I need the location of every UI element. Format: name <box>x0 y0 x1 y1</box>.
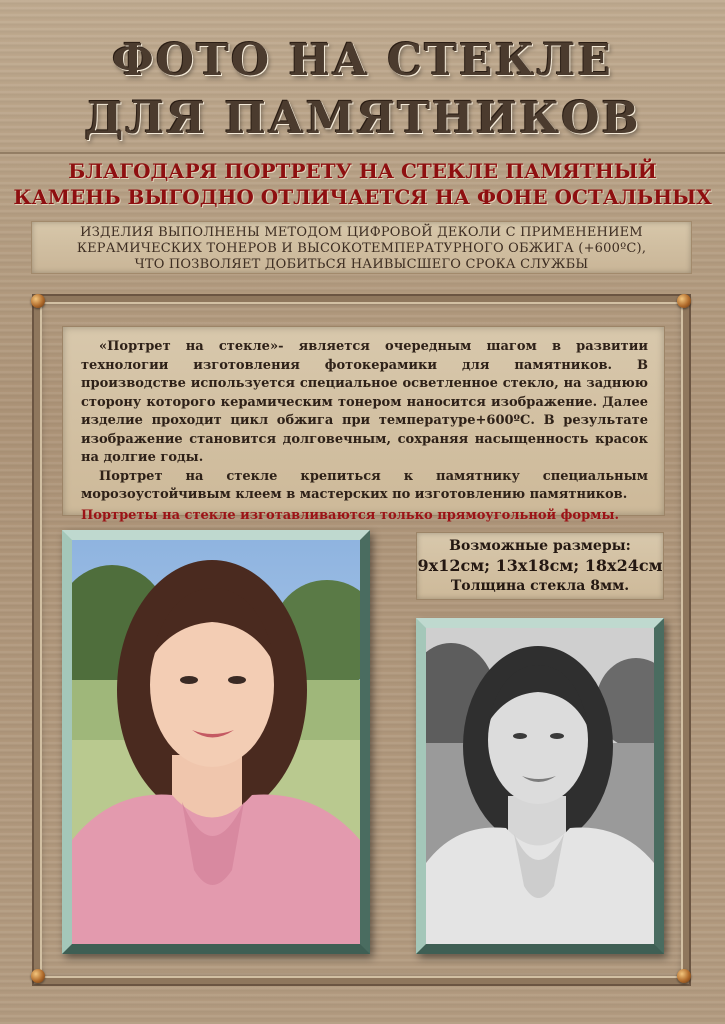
page-title-line-1: ФОТО НА СТЕКЛЕ <box>112 35 613 86</box>
info-line-2: КЕРАМИЧЕСКИХ ТОНЕРОВ И ВЫСОКОТЕМПЕРАТУРНОГО ОБЖИГА (+600ºС), <box>76 241 647 256</box>
rivet-icon <box>31 294 45 308</box>
portrait-bw-image <box>426 628 654 944</box>
info-line-3: ЧТО ПОЗВОЛЯЕТ ДОБИТЬСЯ НАИВЫСШЕГО СРОКА СЛУЖБЫ <box>134 257 589 272</box>
subtitle-line-2: КАМЕНЬ ВЫГОДНО ОТЛИЧАЕТСЯ НА ФОНЕ ОСТАЛЬНЫХ <box>13 185 712 209</box>
shape-note: Портреты на стекле изготавливаются только прямоугольной формы. <box>81 507 620 523</box>
glass-thickness: Толщина стекла 8мм. <box>450 578 630 594</box>
portrait-color-image <box>72 540 360 944</box>
page-title-line-2: ДЛЯ ПАМЯТНИКОВ <box>84 93 641 144</box>
description-paragraph-1: «Портрет на стекле»- является очередным шагом в развитии технологии изготовления фотокерамики для памятников. В производстве используется специальное осветленное стекло, на заднюю сторону которого керамическим тонером наносится изображение. Далее изделие проходит цикл обжига при температуре+600ºС. В результате изображение становится долговечным, сохраняя насыщенность красок на долгие годы. <box>81 339 648 465</box>
portrait-bw-photo <box>416 618 664 954</box>
divider-top <box>0 152 725 154</box>
sizes-values: 9х12см; 13х18см; 18х24см <box>417 556 663 575</box>
description-panel <box>62 326 665 523</box>
sizes-panel <box>416 532 664 600</box>
description-paragraph-2: Портрет на стекле крепиться к памятнику специальным морозоустойчивым клеем в мастерских по изготовлению памятников. <box>81 468 648 502</box>
info-banner <box>31 221 692 274</box>
portrait-color-photo <box>62 530 370 954</box>
rivet-icon <box>31 969 45 983</box>
sizes-label: Возможные размеры: <box>449 538 631 554</box>
info-line-1: ИЗДЕЛИЯ ВЫПОЛНЕНЫ МЕТОДОМ ЦИФРОВОЙ ДЕКОЛИ С ПРИМЕНЕНИЕМ <box>80 225 643 240</box>
rivet-icon <box>677 294 691 308</box>
rivet-icon <box>677 969 691 983</box>
subtitle-line-1: БЛАГОДАРЯ ПОРТРЕТУ НА СТЕКЛЕ ПАМЯТНЫЙ <box>68 159 657 183</box>
